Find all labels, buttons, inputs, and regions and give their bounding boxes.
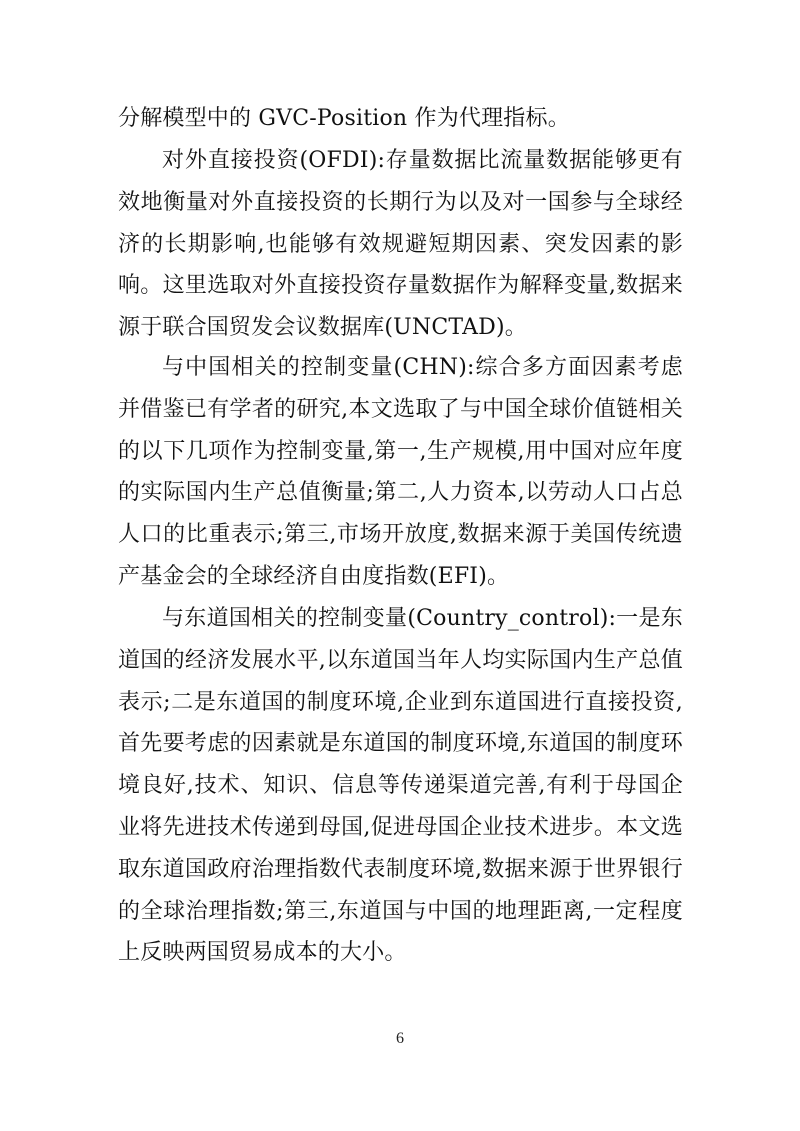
paragraph-ofdi: 对外直接投资(OFDI):存量数据比流量数据能够更有效地衡量对外直接投资的长期行为以及对一国参与全球经济的长期影响,也能够有效规避短期因素、突发因素的影响。这里选取对外直接投资存量数据作为解释变量,数据来源于联合国贸发会议数据库(UNCTAD)。 (118, 148, 683, 341)
paragraph-continuation: 分解模型中的 GVC-Position 作为代理指标。 (118, 106, 570, 131)
page-number: 6 (396, 1030, 404, 1047)
paragraph-country-controls: 与东道国相关的控制变量(Country_control):一是东道国的经济发展水平,以东道国当年人均实际国内生产总值表示;二是东道国的制度环境,企业到东道国进行直接投资,首先要考虑的因素就是东道国的制度环境,东道国的制度环境良好,技术、知识、信息等传递渠道完善,有利于母国企业将先进技术传递到母国,促进母国企业技术进步。本文选取东道国政府治理指数代表制度环境,数据来源于世界银行的全球治理指数;第三,东道国与中国的地理距离,一定程度上反映两国贸易成本的大小。 (118, 606, 683, 966)
paragraph-chn-controls: 与中国相关的控制变量(CHN):综合多方面因素考虑并借鉴已有学者的研究,本文选取了与中国全球价值链相关的以下几项作为控制变量,第一,生产规模,用中国对应年度的实际国内生产总值衡量;第二,人力资本,以劳动人口占总人口的比重表示;第三,市场开放度,数据来源于美国传统遗产基金会的全球经济自由度指数(EFI)。 (118, 355, 683, 589)
